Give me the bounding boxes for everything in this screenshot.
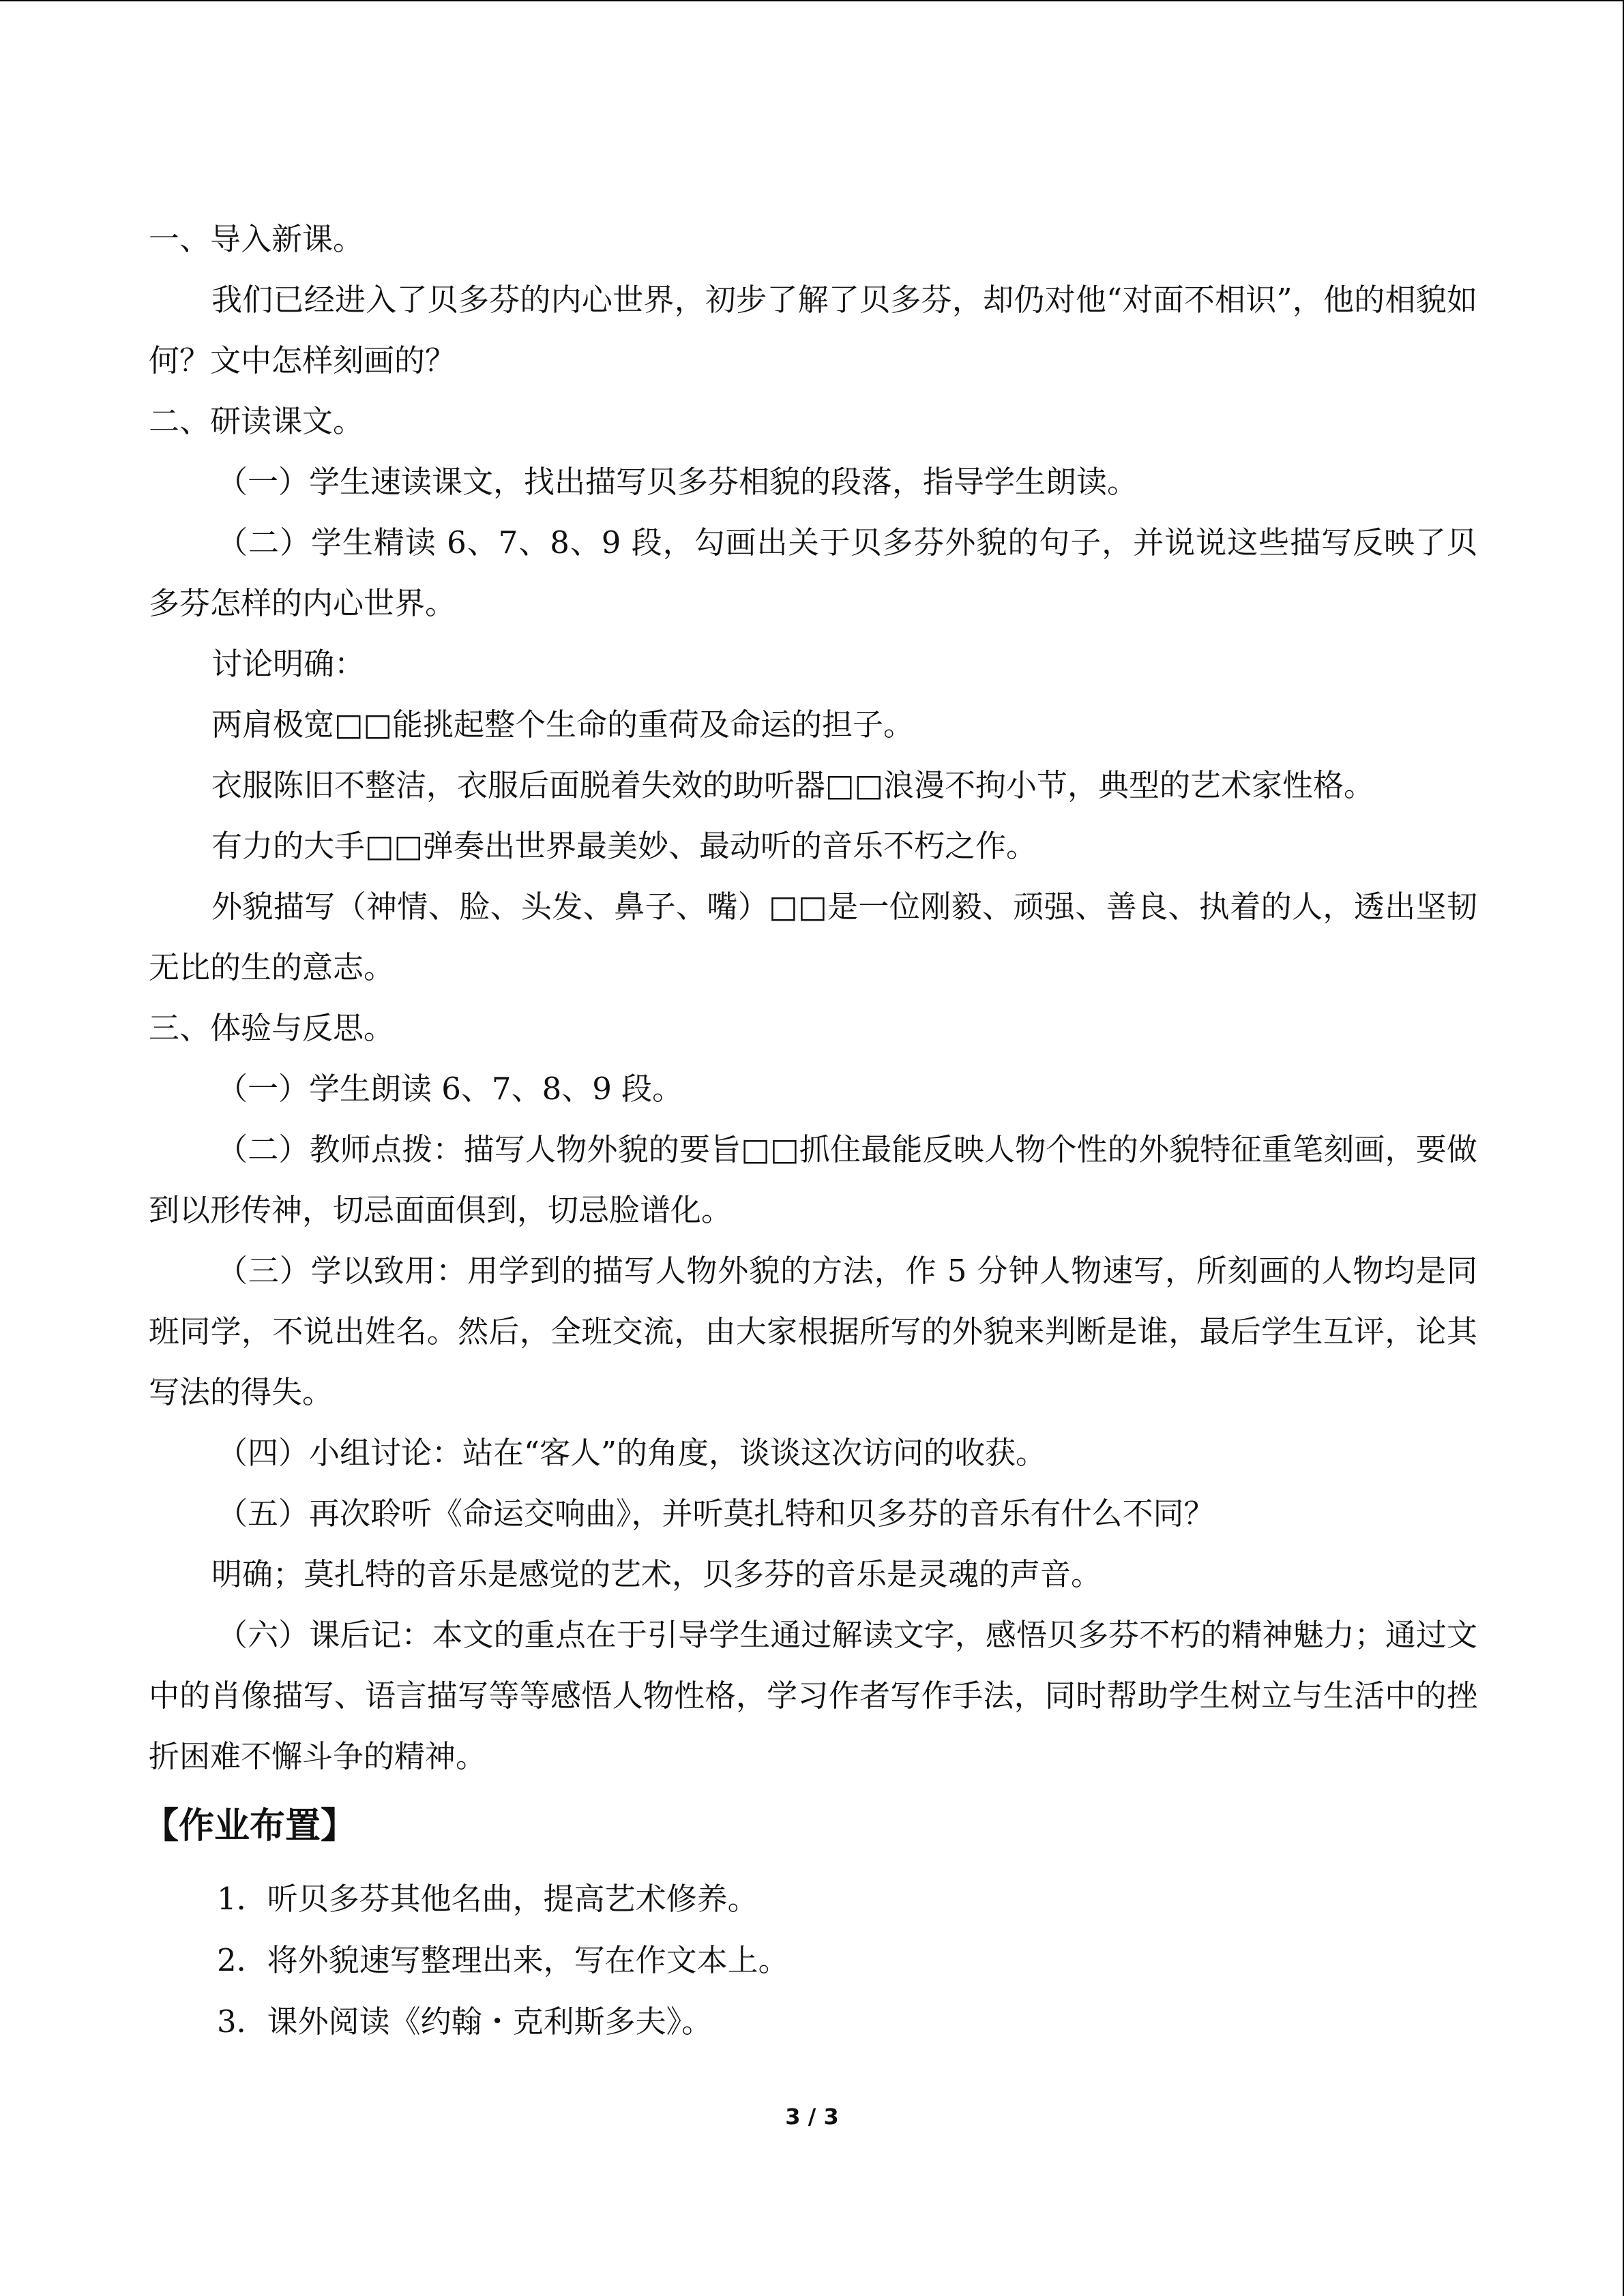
homework-list	[149, 1868, 1477, 2053]
homework-item: 3．课外阅读《约翰・克利斯多夫》。	[217, 2003, 713, 2040]
homework-item: 2．将外貌速写整理出来，写在作文本上。	[217, 1942, 789, 1978]
discussion-point-1: 两肩极宽□□能挑起整个生命的重荷及命运的担子。	[211, 706, 915, 743]
discussion-point-4: 外貌描写（神情、脸、头发、鼻子、嘴）□□是一位刚毅、顽强、善良、执着的人，透出坚韧无比的生的意志。	[149, 889, 1477, 985]
homework-heading: 【作业布置】	[143, 1806, 357, 1847]
study-item-1: （一）学生速读课文，找出描写贝多芬相貌的段落，指导学生朗读。	[217, 464, 1138, 500]
section-heading-intro: 一、导入新课。	[149, 221, 364, 257]
reflection-item-1: （一）学生朗读 6、7、8、9 段。	[217, 1071, 683, 1107]
discussion-point-2: 衣服陈旧不整洁，衣服后面脱着失效的助听器□□浪漫不拘小节，典型的艺术家性格。	[211, 767, 1375, 803]
page-number: 3 / 3	[785, 2104, 839, 2130]
reflection-clarify: 明确；莫扎特的音乐是感觉的艺术，贝多芬的音乐是灵魂的声音。	[211, 1556, 1102, 1592]
document-body	[143, 209, 1477, 2053]
reflection-item-3: （三）学以致用：用学到的描写人物外貌的方法，作 5 分钟人物速写，所刻画的人物均是同班同学，不说出姓名。然后，全班交流，由大家根据所写的外貌来判断是谁，最后学生互评，论其写法的得失。	[149, 1253, 1477, 1410]
homework-item: 1．听贝多芬其他名曲，提高艺术修养。	[217, 1881, 758, 1917]
section-heading-study: 二、研读课文。	[149, 403, 364, 439]
reflection-item-6: （六）课后记：本文的重点在于引导学生通过解读文字，感悟贝多芬不朽的精神魅力；通过文中的肖像描写、语言描写等等感悟人物性格，学习作者写作手法，同时帮助学生树立与生活中的挫折困难不懈斗争的精神。	[149, 1617, 1477, 1774]
section-heading-reflection: 三、体验与反思。	[149, 1010, 395, 1046]
discussion-point-3: 有力的大手□□弹奏出世界最美妙、最动听的音乐不朽之作。	[211, 828, 1037, 864]
discussion-label: 讨论明确：	[211, 646, 366, 682]
reflection-item-5: （五）再次聆听《命运交响曲》，并听莫扎特和贝多芬的音乐有什么不同？	[217, 1495, 1215, 1532]
study-item-2: （二）学生精读 6、7、8、9 段，勾画出关于贝多芬外貌的句子，并说说这些描写反映了贝多芬怎样的内心世界。	[149, 524, 1477, 621]
intro-paragraph: 我们已经进入了贝多芬的内心世界，初步了解了贝多芬，却仍对他“对面不相识”，他的相貌如何？文中怎样刻画的？	[149, 282, 1477, 378]
reflection-item-2: （二）教师点拨：描写人物外貌的要旨□□抓住最能反映人物个性的外貌特征重笔刻画，要做到以形传神，切忌面面俱到，切忌脸谱化。	[149, 1131, 1477, 1228]
reflection-item-4: （四）小组讨论：站在“客人”的角度，谈谈这次访问的收获。	[217, 1435, 1047, 1471]
